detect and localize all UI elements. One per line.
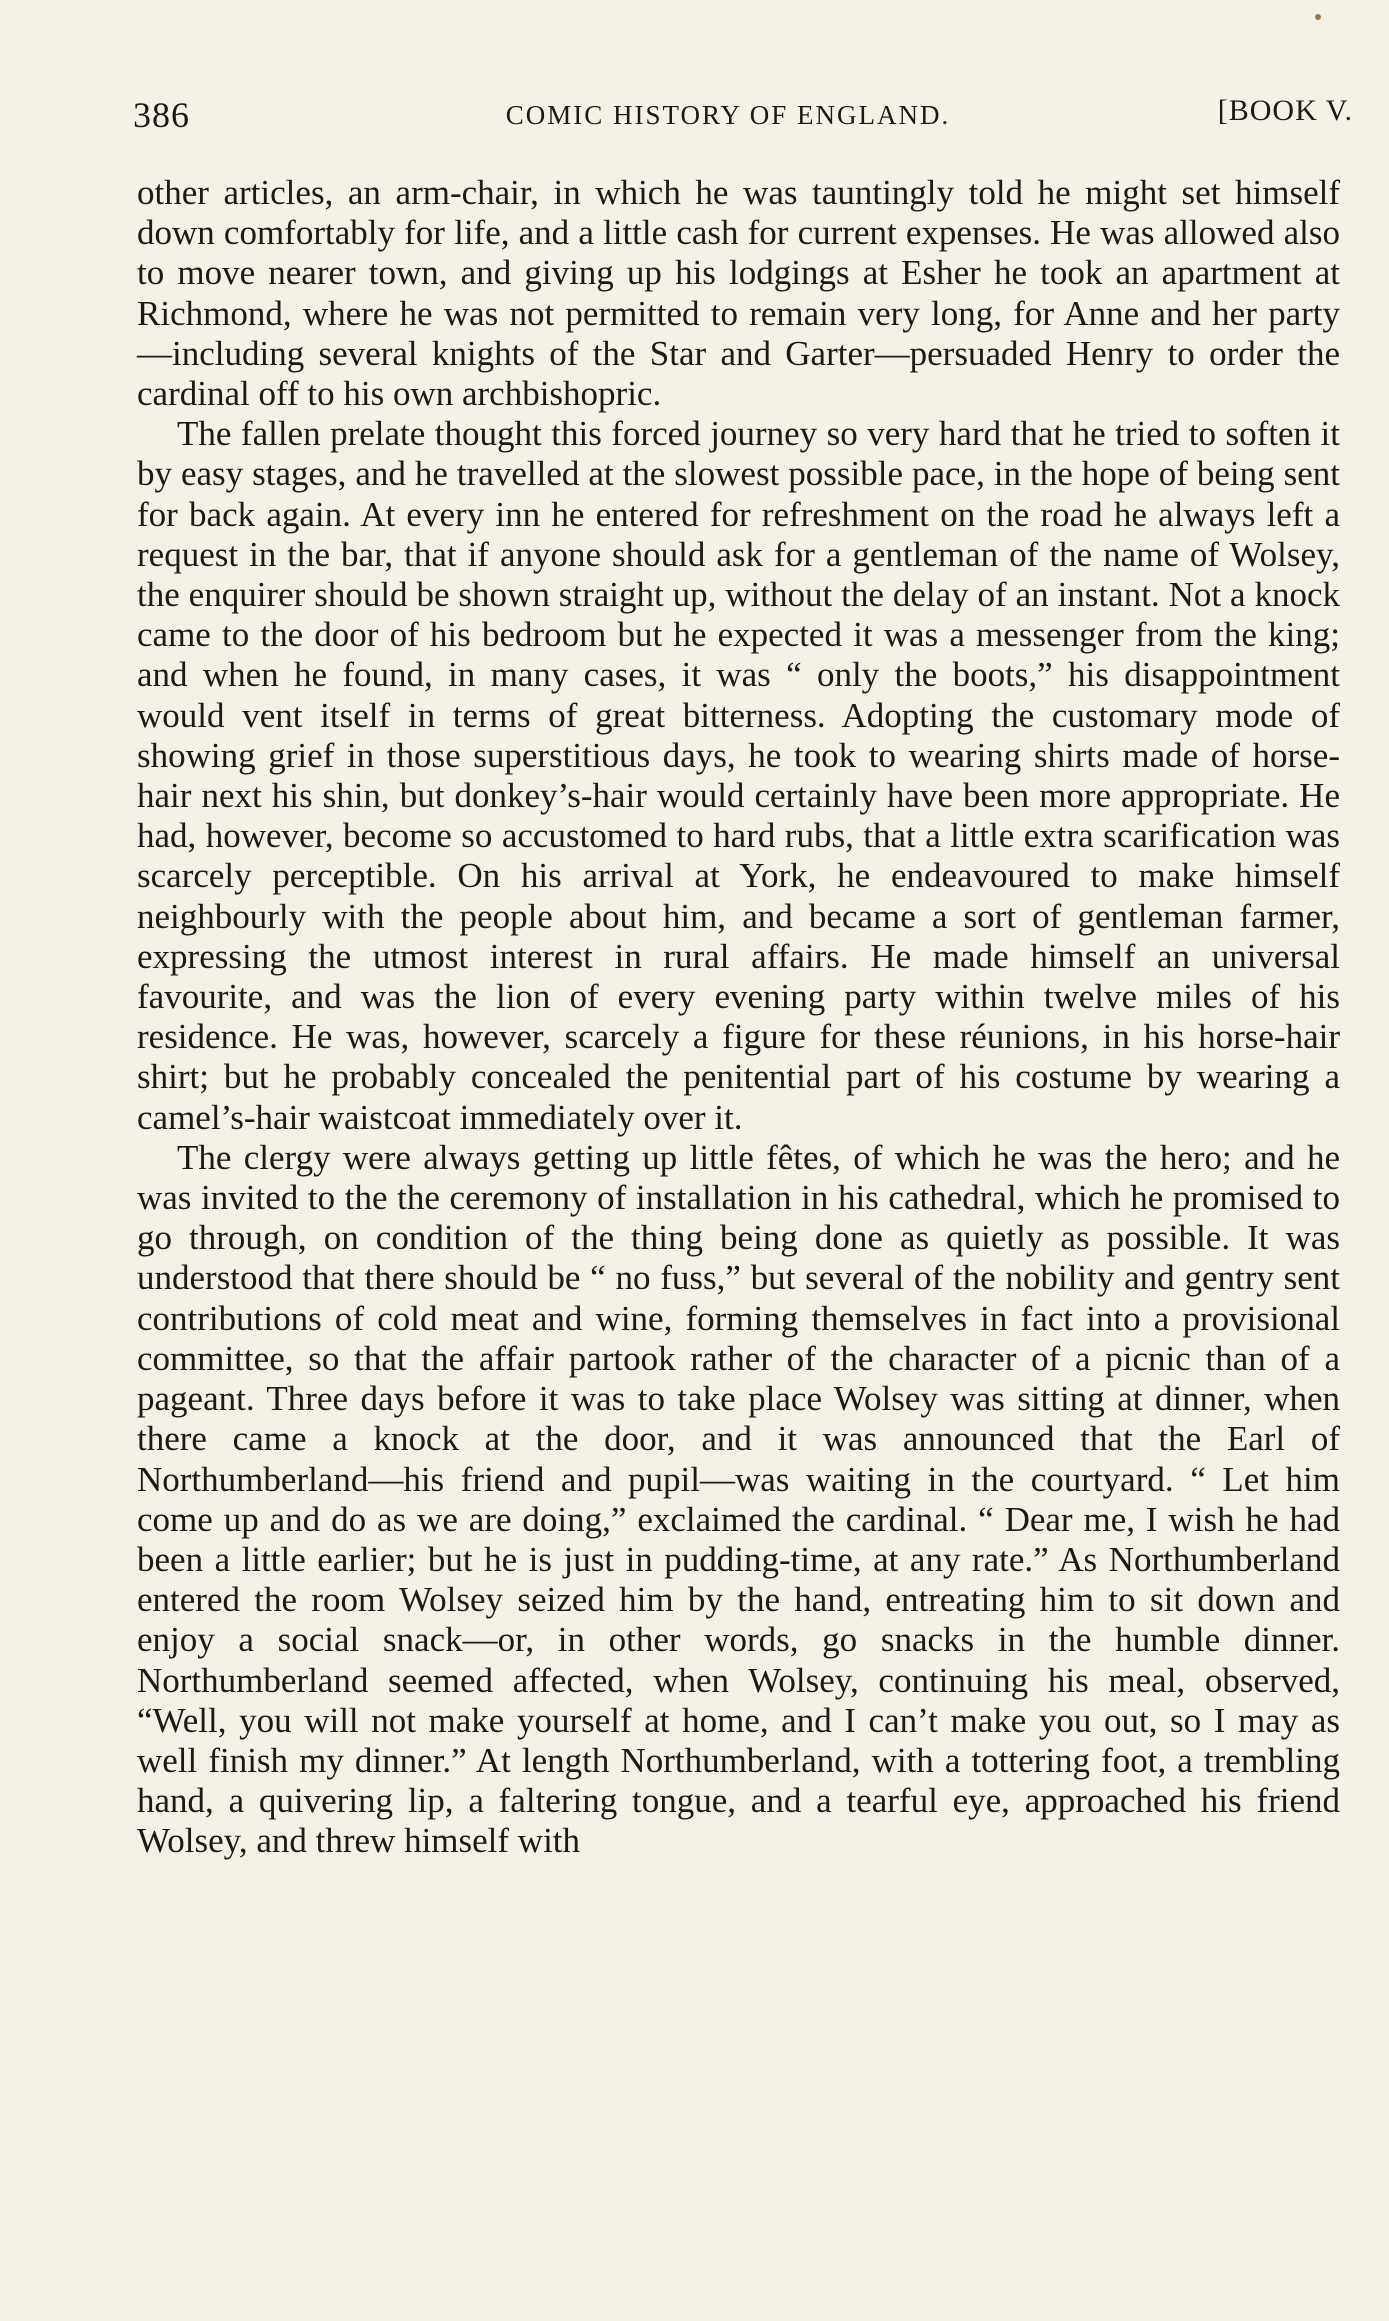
body-text bbox=[137, 173, 1340, 1862]
page-number: 386 bbox=[133, 95, 190, 135]
paragraph-continued: other articles, an arm-chair, in which he was tauntingly told he might set himself down comfortably for life, and a little cash for current expenses. He was allowed also to move nearer town, and giving up his lodgings at Esher he took an apartment at Richmond, where he was not permitted to remain very long, for Anne and her party—including several knights of the Star and Garter—persuaded Henry to order the cardinal off to his own archbishopric. bbox=[137, 173, 1340, 414]
paragraph-journey: The fallen prelate thought this forced journey so very hard that he tried to soften it by easy stages, and he travelled at the slowest possible pace, in the hope of being sent for back again. At every inn he entered for refreshment on the road he always left a request in the bar, that if anyone should ask for a gentleman of the name of Wolsey, the enquirer should be shown straight up, without the delay of an instant. Not a knock came to the door of his bedroom but he expected it was a messenger from the king; and when he found, in many cases, it was “ only the boots,” his disappointment would vent itself in terms of great bitterness. Adopting the customary mode of showing grief in those superstitious days, he took to wearing shirts made of horse-hair next his shin, but donkey’s-hair would certainly have been more appropriate. He had, however, become so accustomed to hard rubs, that a little extra scarification was scarcely perceptible. On his arrival at York, he endeavoured to make himself neighbourly with the people about him, and became a sort of gentleman farmer, expressing the utmost interest in rural affairs. He made himself an universal favourite, and was the lion of every evening party within twelve miles of his residence. He was, however, scarcely a figure for these réunions, in his horse-hair shirt; but he probably concealed the penitential part of his costume by wearing a camel’s-hair waistcoat immediately over it. bbox=[137, 414, 1340, 1137]
book-label: [BOOK V. bbox=[1217, 94, 1353, 127]
ink-speck bbox=[1315, 14, 1321, 20]
running-header bbox=[133, 94, 1353, 134]
paragraph-installation: The clergy were always getting up little fêtes, of which he was the hero; and he was invited to the the ceremony of installation in his cathedral, which he promised to go through, on condition of the thing being done as quietly as possible. It was understood that there should be “ no fuss,” but several of the nobility and gentry sent contributions of cold meat and wine, forming themselves in fact into a provisional committee, so that the affair partook rather of the character of a picnic than of a pageant. Three days before it was to take place Wolsey was sitting at dinner, when there came a knock at the door, and it was announced that the Earl of Northumberland—his friend and pupil—was waiting in the courtyard. “ Let him come up and do as we are doing,” exclaimed the cardinal. “ Dear me, I wish he had been a little earlier; but he is just in pudding-time, at any rate.” As Northumberland entered the room Wolsey seized him by the hand, entreating him to sit down and enjoy a social snack—or, in other words, go snacks in the humble dinner. Northumberland seemed affected, when Wolsey, continuing his meal, observed, “Well, you will not make yourself at home, and I can’t make you out, so I may as well finish my dinner.” At length Northumberland, with a tottering foot, a trembling hand, a quivering lip, a faltering tongue, and a tearful eye, approached his friend Wolsey, and threw himself with bbox=[137, 1137, 1340, 1861]
running-title: COMIC HISTORY OF ENGLAND. bbox=[505, 100, 951, 130]
